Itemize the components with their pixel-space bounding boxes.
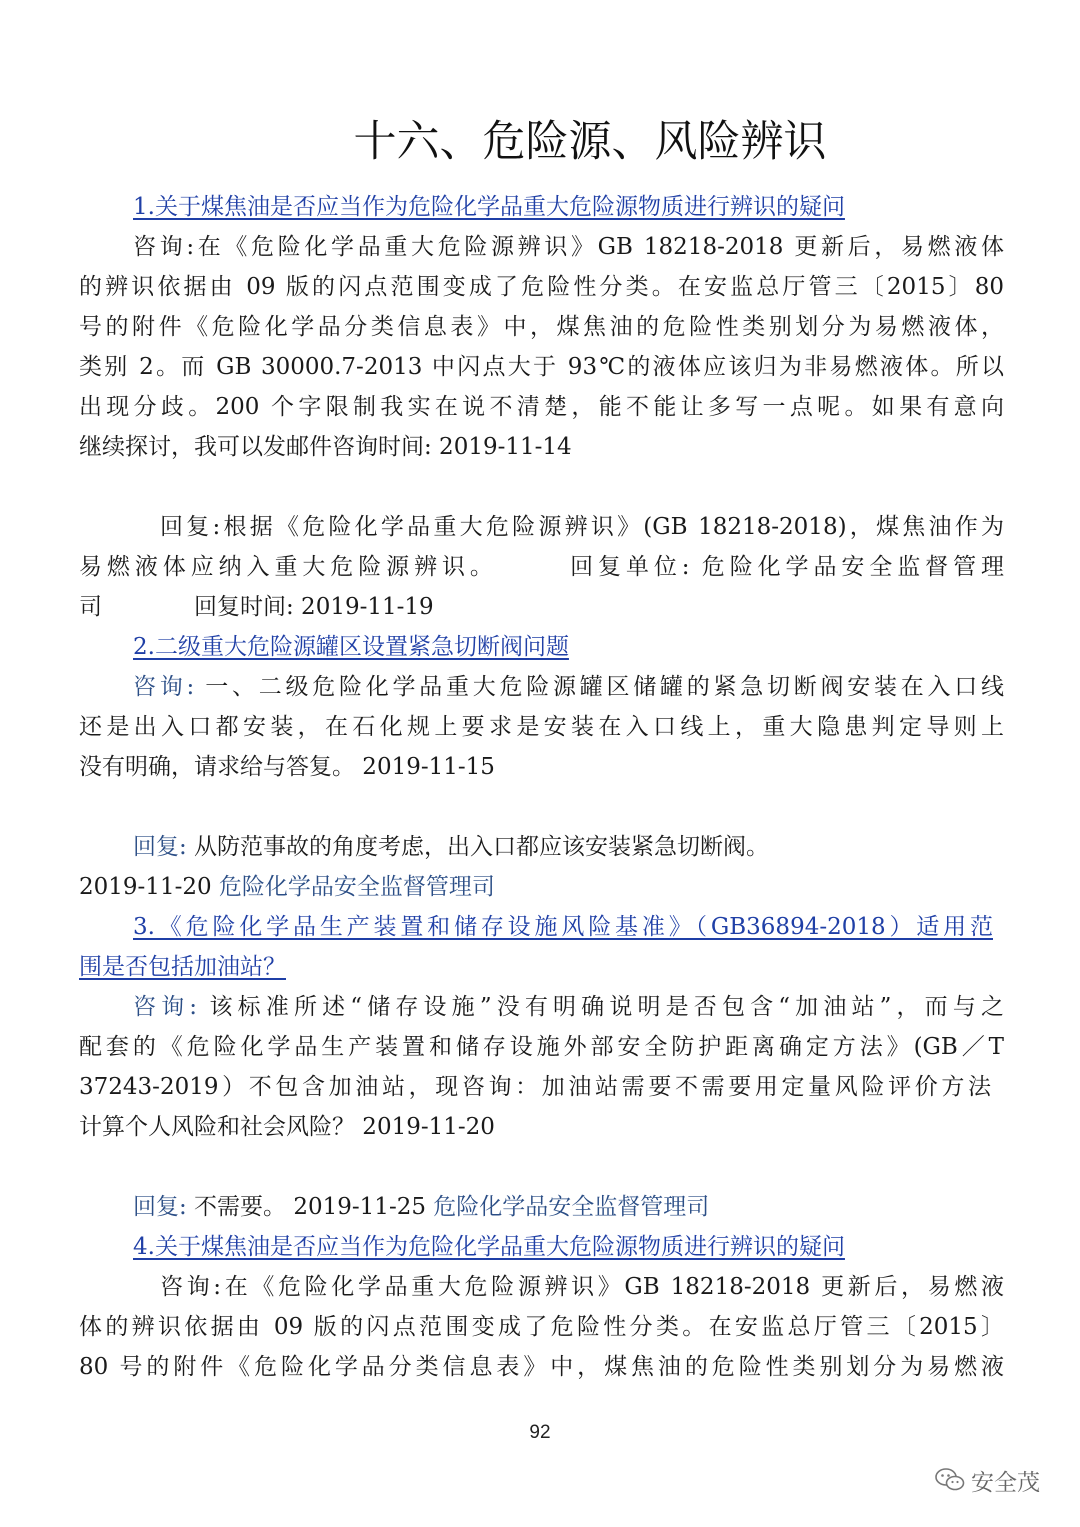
reply-line: 司 回复时间: 2019-11-19 [79,594,434,620]
inquiry-line: 计算个人风险和社会风险？ 2019-11-20 [79,1114,495,1140]
inquiry-line: 继续探讨，我可以发邮件咨询时间: 2019-11-14 [79,434,572,460]
reply-line: 回复: 不需要。 2019-11-25 危险化学品安全监督管理司 [133,1194,710,1220]
inquiry-line: 的辨识依据由 09 版的闪点范围变成了危险性分类。在安监总厅管三〔2015〕80 [79,274,1004,300]
label-prefix: 咨询: [133,674,195,700]
inquiry-line: 37243-2019）不包含加油站，现咨询：加油站需要不需要用定量风险评价方法 [79,1074,991,1100]
reply-line: 2019-11-20 危险化学品安全监督管理司 [79,874,495,900]
label-prefix: 回复: [133,834,187,860]
question-heading-1[interactable]: 1.关于煤焦油是否应当作为危险化学品重大危险源物质进行辨识的疑问 [133,194,845,220]
wechat-icon [935,1467,965,1493]
inquiry-line: 配套的《危险化学品生产装置和储存设施外部安全防护距离确定方法》(GB／T [79,1034,1004,1060]
page-title: 十六、危险源、风险辨识 [353,117,827,167]
inquiry-line: 咨询:在《危险化学品重大危险源辨识》GB 18218-2018 更新后，易燃液体 [133,234,1004,260]
inquiry-line: 体的辨识依据由 09 版的闪点范围变成了危险性分类。在安监总厅管三〔2015〕 [79,1314,1004,1340]
question-heading-2[interactable]: 2.二级重大危险源罐区设置紧急切断阀问题 [133,634,569,660]
label-prefix: 咨询: [133,994,198,1020]
inquiry-line: 咨询: 该标准所述“储存设施”没有明确说明是否包含“加油站”，而与之 [133,994,1004,1020]
reply-line: 易燃液体应纳入重大危险源辨识。 回复单位: 危险化学品安全监督管理 [79,554,1004,580]
inquiry-line: 咨询: 一、二级危险化学品重大危险源罐区储罐的紧急切断阀安装在入口线 [133,674,1004,700]
inquiry-line: 号的附件《危险化学品分类信息表》中，煤焦油的危险性类别划分为易燃液体， [79,314,1004,340]
inquiry-line: 还是出入口都安装，在石化规上要求是安装在入口线上，重大隐患判定导则上 [79,714,1004,740]
inquiry-line: 咨询:在《危险化学品重大危险源辨识》GB 18218-2018 更新后，易燃液 [160,1274,1004,1300]
watermark [935,1460,1040,1500]
inquiry-line: 类别 2。而 GB 30000.7-2013 中闪点大于 93℃的液体应该归为非易燃液体。所以 [79,354,1004,380]
reply-line: 回复: 从防范事故的角度考虑，出入口都应该安装紧急切断阀。 [133,834,770,860]
org-name: 危险化学品安全监督管理司 [433,1194,710,1220]
org-name: 危险化学品安全监督管理司 [218,874,495,900]
reply-line: 回复:根据《危险化学品重大危险源辨识》(GB 18218-2018)，煤焦油作为 [160,514,1004,540]
inquiry-line: 出现分歧。200 个字限制我实在说不清楚，能不能让多写一点呢。如果有意向 [79,394,1004,420]
inquiry-line: 80 号的附件《危险化学品分类信息表》中，煤焦油的危险性类别划分为易燃液 [79,1354,1004,1380]
question-heading-3-cont[interactable]: 围是否包括加油站？ [79,954,286,980]
watermark-text: 安全茂 [971,1469,1040,1496]
inquiry-line: 没有明确，请求给与答复。 2019-11-15 [79,754,495,780]
question-heading-3[interactable]: 3.《危险化学品生产装置和储存设施风险基准》（GB36894-2018）适用范 [133,914,993,940]
label-prefix: 回复: [133,1194,187,1220]
page-number: 92 [529,1422,551,1443]
question-heading-4[interactable]: 4.关于煤焦油是否应当作为危险化学品重大危险源物质进行辨识的疑问 [133,1234,845,1260]
